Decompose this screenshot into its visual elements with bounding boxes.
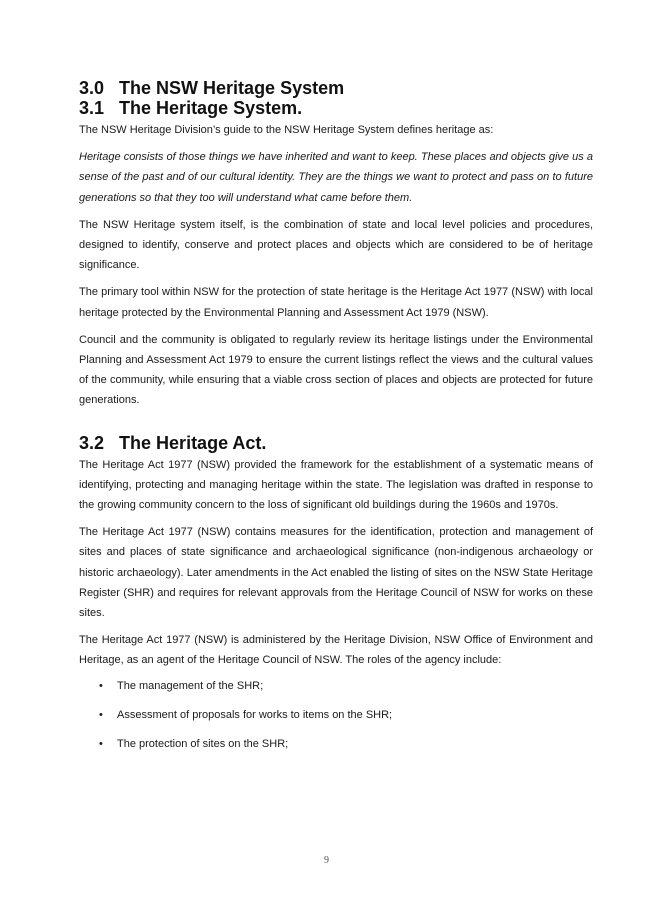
list-item-text: The management of the SHR; (117, 679, 264, 692)
heading-section-3-1 (79, 98, 593, 118)
bullet-icon: • (99, 738, 103, 751)
heritage-definition-quote: Heritage consists of those things we have inherited and want to keep. These places and objects give us a sense of the past and of our cultural identity. They are the things we want to protect and pass on to future generations so that they too will understand what came before them. (79, 151, 593, 204)
section-3-1-paragraph: The NSW Heritage system itself, is the combination of state and local level policies and procedures, designed to identify, conserve and protect places and objects which are considered to be of heritage significance. (79, 218, 593, 272)
heading-number: 3.2 (79, 432, 105, 453)
section-3-2-paragraph: The Heritage Act 1977 (NSW) contains measures for the identification, protection and management of sites and places of state significance and archaeological significance (non-indigenous archaeology or historic archaeology). Later amendments in the Act enabled the listing of sites on the NSW State Heritage Register (SHR) and requires for relevant approvals from the Heritage Council of NSW for works on these sites. (79, 526, 593, 620)
section-3-1-paragraph: Council and the community is obligated to regularly review its heritage listings under the Environmental Planning and Assessment Act 1979 to ensure the current listings reflect the views and the cultural values of the community, while ensuring that a viable cross section of places and objects are protected for future generations. (79, 333, 593, 407)
heading-title: The NSW Heritage System (119, 78, 345, 98)
heading-title: The Heritage System. (119, 98, 303, 118)
list-item (79, 705, 593, 725)
heading-section-3-2 (79, 433, 593, 453)
page-content (79, 78, 593, 763)
list-item (79, 734, 593, 754)
heading-title: The Heritage Act. (119, 432, 267, 453)
list-item-text: Assessment of proposals for works to items on the SHR; (117, 708, 393, 721)
page-number: 9 (324, 855, 329, 866)
section-3-2-paragraph: The Heritage Act 1977 (NSW) provided the framework for the establishment of a systematic means of identifying, protecting and managing heritage within the state. The legislation was drafted in response to the growing community concern to the loss of significant old buildings during the 1960s and 1970s. (79, 458, 593, 512)
heading-number: 3.1 (79, 98, 105, 118)
section-3-1-paragraph: The primary tool within NSW for the protection of state heritage is the Heritage Act 1977 (NSW) with local heritage protected by the Environmental Planning and Assessment Act 1979 (NSW). (79, 286, 593, 319)
heading-section-3-0 (79, 78, 593, 98)
list-item (79, 676, 593, 696)
section-3-1-intro: The NSW Heritage Division’s guide to the NSW Heritage System defines heritage as: (79, 124, 494, 136)
section-3-2-paragraph: The Heritage Act 1977 (NSW) is administered by the Heritage Division, NSW Office of Environment and Heritage, as an agent of the Heritage Council of NSW. The roles of the agency include: (79, 634, 593, 667)
agency-roles-list (79, 676, 593, 755)
list-item-text: The protection of sites on the SHR; (117, 738, 289, 751)
heading-number: 3.0 (79, 78, 105, 98)
bullet-icon: • (99, 708, 103, 721)
bullet-icon: • (99, 679, 103, 692)
